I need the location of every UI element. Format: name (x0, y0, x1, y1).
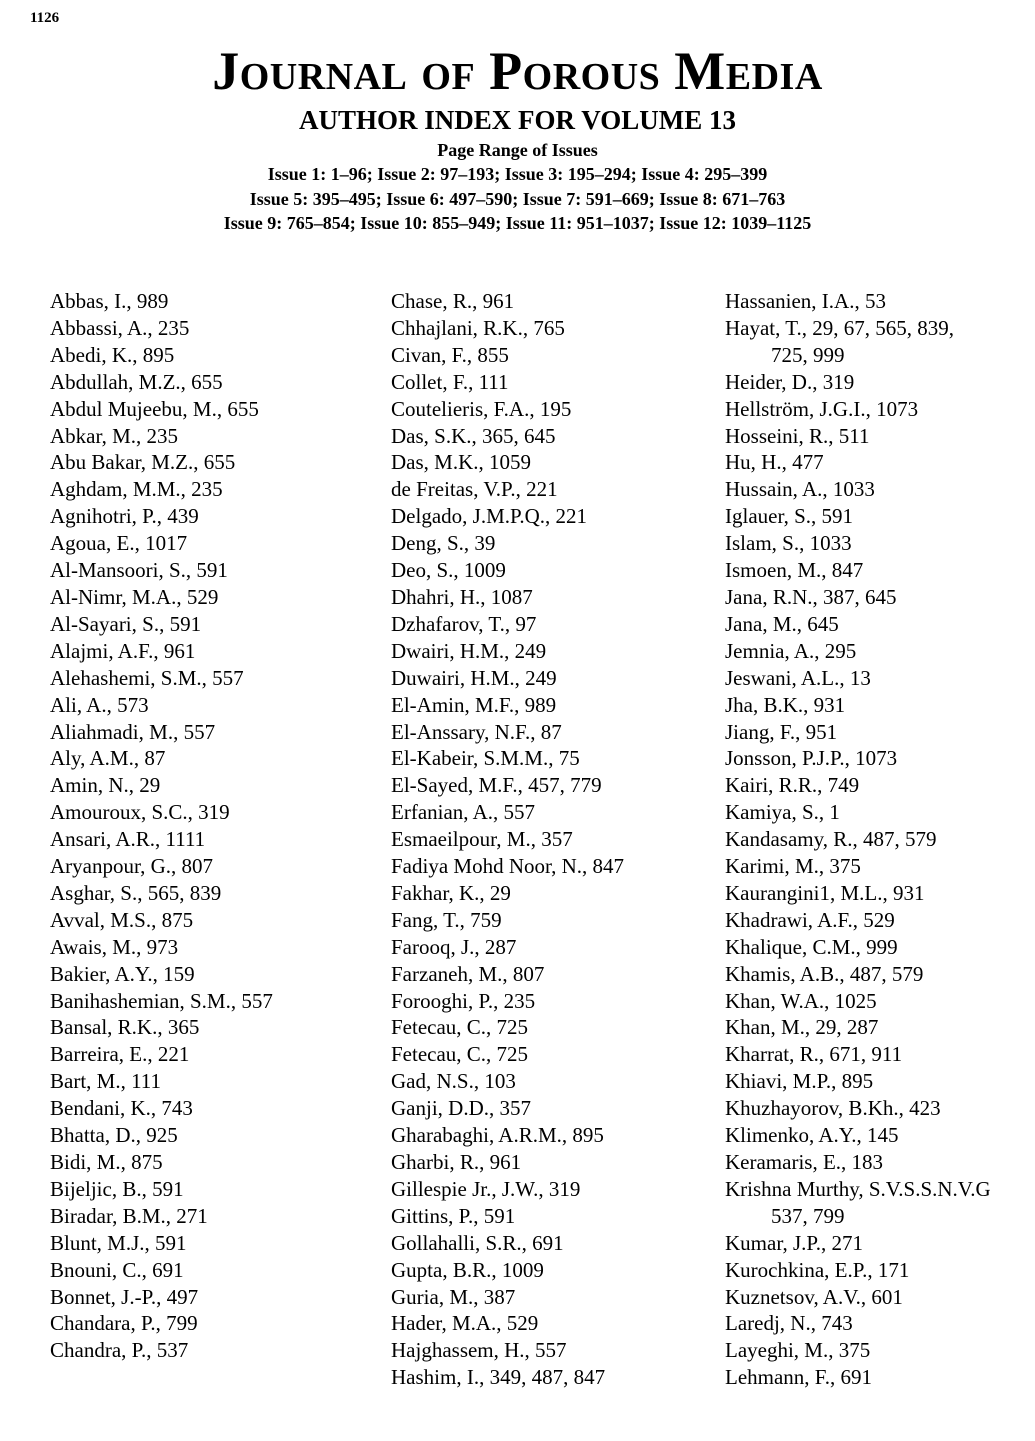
author-entry: Aly, A.M., 87 (50, 746, 166, 771)
author-entry: Aliahmadi, M., 557 (50, 719, 216, 744)
author-entry: Bhatta, D., 925 (50, 1123, 178, 1148)
author-entry: Hosseini, R., 511 (725, 423, 870, 448)
author-entry: Khalique, C.M., 999 (725, 934, 898, 959)
author-entry: Gillespie Jr., J.W., 319 (391, 1176, 581, 1201)
author-entry: Al-Sayari, S., 591 (50, 611, 202, 636)
author-entry: Karimi, M., 375 (725, 854, 861, 879)
author-entry: Dzhafarov, T., 97 (391, 611, 537, 636)
author-entry: El-Kabeir, S.M.M., 75 (391, 746, 580, 771)
author-entry-continuation: 725, 999 (771, 342, 845, 367)
author-entry: Laredj, N., 743 (725, 1311, 853, 1336)
author-entry: Bart, M., 111 (50, 1069, 162, 1094)
author-entry: Bijeljic, B., 591 (50, 1176, 184, 1201)
author-entry: Abdul Mujeebu, M., 655 (50, 396, 259, 421)
author-entry: Avval, M.S., 875 (50, 907, 194, 932)
author-entry: Gupta, B.R., 1009 (391, 1257, 544, 1282)
author-entry: Banihashemian, S.M., 557 (50, 988, 273, 1013)
author-entry: de Freitas, V.P., 221 (391, 477, 558, 502)
author-entry: Kairi, R.R., 749 (725, 773, 860, 798)
author-entry: Khan, W.A., 1025 (725, 988, 877, 1013)
author-entry: Bansal, R.K., 365 (50, 1015, 200, 1040)
author-entry: Duwairi, H.M., 249 (391, 665, 557, 690)
author-column-1 (50, 288, 273, 1364)
author-entry: Abu Bakar, M.Z., 655 (50, 450, 236, 475)
author-entry: Blunt, M.J., 591 (50, 1230, 187, 1255)
author-entry: Iglauer, S., 591 (725, 504, 854, 529)
author-entry: Biradar, B.M., 271 (50, 1203, 208, 1228)
author-entry: Abdullah, M.Z., 655 (50, 369, 223, 394)
author-entry: Das, M.K., 1059 (391, 450, 531, 475)
author-entry: Dwairi, H.M., 249 (391, 638, 547, 663)
author-entry: Krishna Murthy, S.V.S.S.N.V.G (725, 1176, 991, 1201)
author-entry: Kumar, J.P., 271 (725, 1230, 863, 1255)
author-entry: Esmaeilpour, M., 357 (391, 827, 573, 852)
author-entry: Layeghi, M., 375 (725, 1338, 871, 1363)
author-entry: Khan, M., 29, 287 (725, 1015, 879, 1040)
page-number: 1126 (30, 10, 60, 26)
author-entry: Aghdam, M.M., 235 (50, 477, 223, 502)
issue-range-line: Issue 9: 765–854; Issue 10: 855–949; Issue 11: 951–1037; Issue 12: 1039–1125 (223, 213, 812, 233)
author-entry: Hassanien, I.A., 53 (725, 289, 886, 313)
author-entry: Agoua, E., 1017 (50, 531, 188, 556)
author-entry: Gittins, P., 591 (391, 1203, 516, 1228)
author-entry: Bendani, K., 743 (50, 1096, 193, 1121)
author-entry: Deo, S., 1009 (391, 558, 506, 583)
author-entry: Chhajlani, R.K., 765 (391, 315, 565, 340)
author-entry: Ansari, A.R., 1111 (50, 827, 206, 852)
author-entry: Guria, M., 387 (391, 1284, 516, 1309)
author-entry: Abkar, M., 235 (50, 423, 179, 448)
author-entry: Lehmann, F., 691 (725, 1365, 873, 1390)
author-entry: El-Amin, M.F., 989 (391, 692, 557, 717)
author-entry: Islam, S., 1033 (725, 531, 852, 556)
author-entry: Gad, N.S., 103 (391, 1069, 516, 1094)
author-entry: Amouroux, S.C., 319 (50, 800, 230, 825)
author-entry: El-Anssary, N.F., 87 (391, 719, 562, 744)
author-entry: Hajghassem, H., 557 (391, 1338, 567, 1363)
author-entry: Fakhar, K., 29 (391, 880, 511, 905)
author-entry: Fetecau, C., 725 (391, 1042, 529, 1067)
author-entry: Jana, R.N., 387, 645 (725, 584, 897, 609)
author-entry: Al-Mansoori, S., 591 (50, 558, 228, 583)
issue-ranges (0, 162, 1035, 236)
author-entry: Hader, M.A., 529 (391, 1311, 539, 1336)
author-entry: Ismoen, M., 847 (725, 558, 864, 583)
page-range-heading: Page Range of Issues (437, 140, 598, 160)
author-entry: Gharbi, R., 961 (391, 1150, 522, 1174)
author-entry: Bidi, M., 875 (50, 1150, 163, 1174)
author-entry: Amin, N., 29 (50, 773, 161, 798)
index-subtitle: AUTHOR INDEX FOR VOLUME 13 (299, 105, 736, 135)
issue-range-line: Issue 1: 1–96; Issue 2: 97–193; Issue 3: 195–294; Issue 4: 295–399 (267, 164, 768, 184)
author-entry: Khadrawi, A.F., 529 (725, 907, 895, 932)
author-entry: Das, S.K., 365, 645 (391, 423, 556, 448)
author-entry: Erfanian, A., 557 (391, 800, 536, 825)
author-entry: Alajmi, A.F., 961 (50, 638, 196, 663)
author-entry: Al-Nimr, M.A., 529 (50, 584, 219, 609)
author-entry: Kharrat, R., 671, 911 (725, 1042, 903, 1067)
author-entry: Coutelieris, F.A., 195 (391, 396, 572, 421)
author-entry: Klimenko, A.Y., 145 (725, 1123, 899, 1148)
author-entry: Hellström, J.G.I., 1073 (725, 396, 919, 421)
author-entry: Bonnet, J.-P., 497 (50, 1284, 199, 1309)
author-entry: Jiang, F., 951 (725, 719, 838, 744)
author-entry: Collet, F., 111 (391, 369, 509, 394)
author-entry: El-Sayed, M.F., 457, 779 (391, 773, 602, 798)
author-entry: Abbassi, A., 235 (50, 315, 190, 340)
author-entry: Hashim, I., 349, 487, 847 (391, 1365, 606, 1390)
author-entry: Fetecau, C., 725 (391, 1015, 529, 1040)
author-entry: Alehashemi, S.M., 557 (50, 665, 244, 690)
author-entry: Khuzhayorov, B.Kh., 423 (725, 1096, 941, 1121)
author-entry: Kamiya, S., 1 (725, 800, 840, 825)
author-entry: Gollahalli, S.R., 691 (391, 1230, 564, 1255)
author-entry: Deng, S., 39 (391, 531, 496, 556)
author-entry: Agnihotri, P., 439 (50, 504, 199, 529)
author-entry: Kandasamy, R., 487, 579 (725, 827, 937, 852)
author-entry: Keramaris, E., 183 (725, 1150, 884, 1174)
author-entry: Farzaneh, M., 807 (391, 961, 545, 986)
author-entry-continuation: 537, 799 (771, 1203, 845, 1228)
author-entry: Bnouni, C., 691 (50, 1257, 184, 1282)
author-entry: Ali, A., 573 (50, 692, 149, 717)
author-entry: Delgado, J.M.P.Q., 221 (391, 504, 588, 529)
author-entry: Jeswani, A.L., 13 (725, 665, 871, 690)
author-entry: Khiavi, M.P., 895 (725, 1069, 874, 1094)
journal-title: Journal of Porous Media (212, 41, 823, 101)
author-entry: Abedi, K., 895 (50, 342, 175, 367)
author-entry: Fang, T., 759 (391, 907, 502, 932)
author-entry: Chandara, P., 799 (50, 1311, 198, 1336)
author-entry: Chase, R., 961 (391, 289, 515, 313)
author-entry: Kuznetsov, A.V., 601 (725, 1284, 903, 1309)
author-entry: Civan, F., 855 (391, 342, 509, 367)
author-entry: Jemnia, A., 295 (725, 638, 857, 663)
author-entry: Jha, B.K., 931 (725, 692, 846, 717)
author-entry: Chandra, P., 537 (50, 1338, 189, 1363)
author-entry: Heider, D., 319 (725, 369, 855, 394)
author-entry: Hayat, T., 29, 67, 565, 839, (725, 315, 955, 340)
author-entry: Forooghi, P., 235 (391, 988, 536, 1013)
author-entry: Fadiya Mohd Noor, N., 847 (391, 854, 625, 879)
author-entry: Kurochkina, E.P., 171 (725, 1257, 910, 1282)
author-entry: Dhahri, H., 1087 (391, 584, 533, 609)
author-entry: Farooq, J., 287 (391, 934, 517, 959)
author-entry: Jana, M., 645 (725, 611, 839, 636)
author-column-2 (391, 288, 624, 1391)
author-entry: Gharabaghi, A.R.M., 895 (391, 1123, 604, 1148)
author-entry: Barreira, E., 221 (50, 1042, 190, 1067)
author-entry: Bakier, A.Y., 159 (50, 961, 195, 986)
author-entry: Ganji, D.D., 357 (391, 1096, 531, 1121)
author-entry: Hu, H., 477 (725, 450, 824, 475)
author-entry: Abbas, I., 989 (50, 289, 169, 313)
author-entry: Khamis, A.B., 487, 579 (725, 961, 924, 986)
author-column-3 (725, 288, 991, 1391)
author-entry: Asghar, S., 565, 839 (50, 880, 222, 905)
author-entry: Awais, M., 973 (50, 934, 179, 959)
author-entry: Aryanpour, G., 807 (50, 854, 214, 879)
author-entry: Hussain, A., 1033 (725, 477, 875, 502)
issue-range-line: Issue 5: 395–495; Issue 6: 497–590; Issue 7: 591–669; Issue 8: 671–763 (249, 188, 786, 209)
author-entry: Jonsson, P.J.P., 1073 (725, 746, 898, 771)
author-entry: Kauranginі1, M.L., 931 (725, 880, 925, 905)
